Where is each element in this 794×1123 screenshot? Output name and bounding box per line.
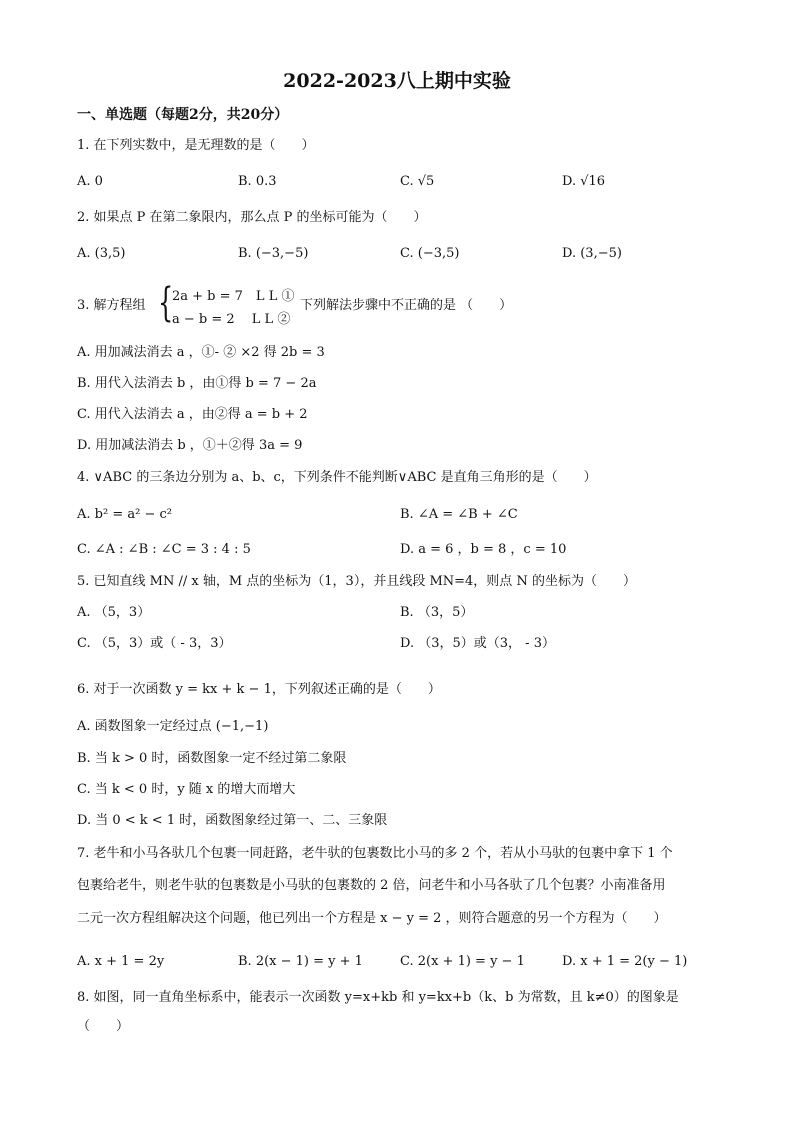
q3-prefix: 3. 解方程组 xyxy=(77,298,146,313)
q6-option-a: A. 函数图象一定经过点 (−1,−1) xyxy=(77,719,269,734)
q2-option-a: A. (3,5) xyxy=(77,246,126,261)
q3-option-d: D. 用加减法消去 b ，①＋②得 3a = 9 xyxy=(77,438,303,453)
q6-option-c: C. 当 k < 0 时，y 随 x 的增大而增大 xyxy=(77,782,296,797)
q8-line-2: （ ） xyxy=(77,1019,130,1034)
q7-line-2: 包裹给老牛，则老牛驮的包裹数是小马驮的包裹数的 2 倍，问老牛和小马各驮了几个包裹？小南准备用 xyxy=(77,878,666,893)
q6-option-b: B. 当 k > 0 时，函数图象一定不经过第二象限 xyxy=(77,751,347,766)
q7-option-a: A. x + 1 = 2y xyxy=(77,954,165,969)
q7-line-3: 二元一次方程组解决这个问题，他已列出一个方程是 x − y = 2 ，则符合题意的另一个方程为（ ） xyxy=(77,911,667,926)
q4-option-c: C. ∠A : ∠B : ∠C = 3 : 4 : 5 xyxy=(77,542,251,557)
q3-suffix: 下列解法步骤中不正确的是 （ ） xyxy=(300,298,513,313)
q2-option-c: C. (−3,5) xyxy=(400,246,460,261)
q7-option-b: B. 2(x − 1) = y + 1 xyxy=(238,954,363,969)
q1-option-a: A. 0 xyxy=(77,174,103,189)
equation-1: 2a + b = 7 L L ① xyxy=(172,289,295,304)
equation-2: a − b = 2 L L ② xyxy=(172,312,291,327)
q5-option-a: A. （5，3） xyxy=(77,605,151,620)
q2-option-b: B. (−3,−5) xyxy=(238,246,309,261)
q4-option-a: A. b² = a² − c² xyxy=(77,507,172,522)
q8-line-1: 8. 如图，同一直角坐标系中，能表示一次函数 y=x+kb 和 y=kx+b（k、b 为常数，且 k≠0）的图象是 xyxy=(77,990,679,1005)
q6-stem: 6. 对于一次函数 y = kx + k − 1，下列叙述正确的是（ ） xyxy=(77,682,441,697)
q4-stem: 4. ∨ABC 的三条边分别为 a、b、c，下列条件不能判断∨ABC 是直角三角形的是（ ） xyxy=(77,470,597,485)
brace-symbol: { xyxy=(158,280,174,326)
q5-option-c: C. （5，3）或（ - 3，3） xyxy=(77,636,232,651)
q3-option-a: A. 用加减法消去 a ，①- ② ×2 得 2b = 3 xyxy=(77,345,325,360)
q5-stem: 5. 已知直线 MN // x 轴，M 点的坐标为（1，3），并且线段 MN=4，则点 N 的坐标为（ ） xyxy=(77,574,636,589)
q7-option-d: D. x + 1 = 2(y − 1) xyxy=(562,954,688,969)
page-title: 2022-2023八上期中实验 xyxy=(283,70,511,92)
q2-stem: 2. 如果点 P 在第二象限内，那么点 P 的坐标可能为（ ） xyxy=(77,210,427,225)
q1-option-d: D. √16 xyxy=(562,174,606,189)
section-heading: 一、单选题（每题2分，共20分） xyxy=(77,107,289,123)
q3-option-c: C. 用代入法消去 a ，由②得 a = b + 2 xyxy=(77,407,308,422)
q2-option-d: D. (3,−5) xyxy=(562,246,622,261)
q3-option-b: B. 用代入法消去 b ，由①得 b = 7 − 2a xyxy=(77,376,317,391)
equation-system xyxy=(158,280,298,327)
q7-line-1: 7. 老牛和小马各驮几个包裹一同赶路，老牛驮的包裹数比小马的多 2 个，若从小马驮的包裹中拿下 1 个 xyxy=(77,846,673,861)
q5-option-d: D. （3，5）或（3， - 3） xyxy=(400,636,555,651)
q4-option-b: B. ∠A = ∠B + ∠C xyxy=(400,507,518,522)
q4-option-d: D. a = 6 ，b = 8 ，c = 10 xyxy=(400,542,567,557)
q1-option-b: B. 0.3 xyxy=(238,174,277,189)
q7-option-c: C. 2(x + 1) = y − 1 xyxy=(400,954,525,969)
q6-option-d: D. 当 0 < k < 1 时，函数图象经过第一、二、三象限 xyxy=(77,813,388,828)
q5-option-b: B. （3，5） xyxy=(400,605,474,620)
q1-stem: 1. 在下列实数中，是无理数的是（ ） xyxy=(77,138,315,153)
q1-option-c: C. √5 xyxy=(400,174,435,189)
